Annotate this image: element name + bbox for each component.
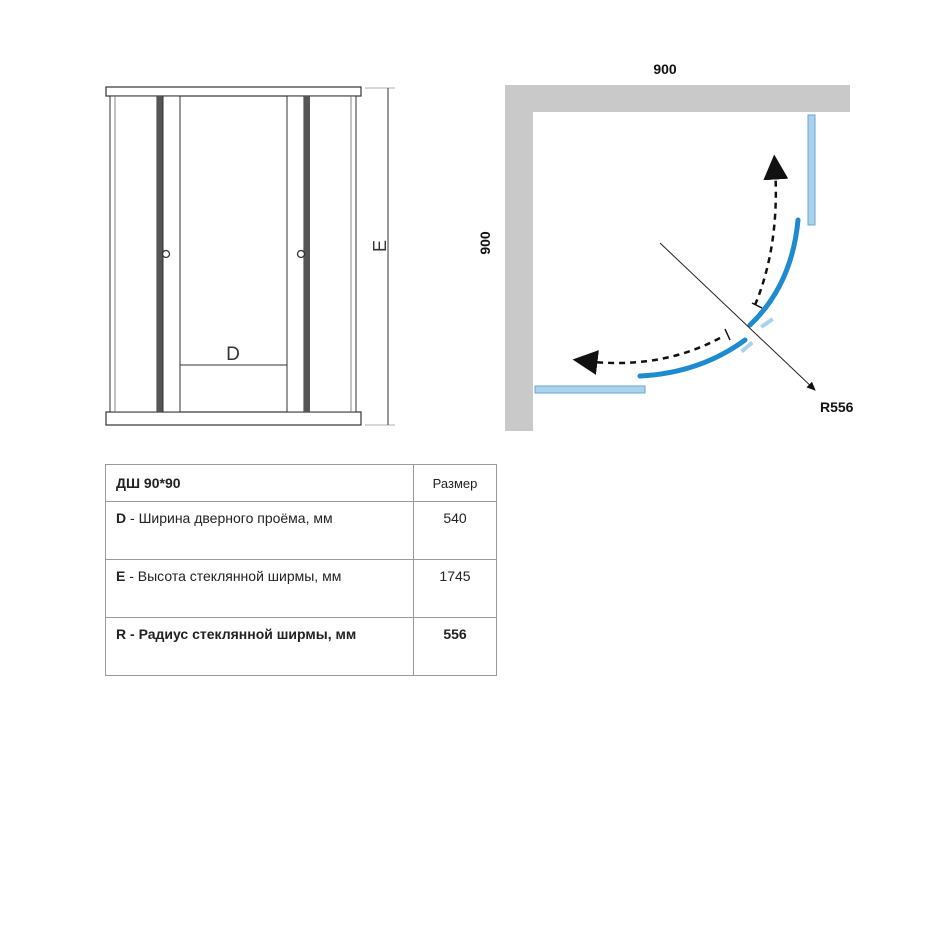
row-value: 556	[414, 618, 497, 676]
left-panel-frame	[110, 96, 157, 412]
row-desc: - Высота стеклянной ширмы, мм	[125, 568, 342, 584]
plan-view-drawing	[470, 55, 880, 445]
front-view-drawing	[95, 80, 405, 440]
wall-left	[505, 85, 533, 431]
label-side-900: 900	[477, 231, 493, 255]
row-letter: R	[116, 626, 127, 642]
open-arrow-upper	[755, 167, 776, 305]
table-title: ДШ 90*90	[106, 465, 414, 502]
row-value: 540	[414, 502, 497, 560]
size-header: Размер	[414, 465, 497, 502]
wall-top	[505, 85, 850, 112]
row-desc: - Радиус стеклянной ширмы, мм	[126, 626, 357, 642]
right-handle-icon	[298, 251, 305, 258]
row-desc: - Ширина дверного проёма, мм	[126, 510, 333, 526]
curved-door-lower	[640, 340, 745, 376]
label-d: D	[226, 344, 240, 365]
left-handle-icon	[163, 251, 170, 258]
table-row	[106, 502, 497, 560]
label-e: E	[370, 239, 390, 253]
open-arrow-lower	[585, 338, 720, 363]
row-value: 1745	[414, 560, 497, 618]
label-radius: R556	[820, 399, 854, 415]
right-panel-frame	[309, 96, 356, 412]
row-letter: E	[116, 568, 126, 584]
bottom-tray	[106, 412, 361, 425]
fixed-panel-bottom	[535, 386, 645, 393]
label-top-900: 900	[653, 61, 677, 77]
spec-table	[105, 464, 497, 676]
fixed-panel-right	[808, 115, 815, 225]
table-row	[106, 618, 497, 676]
table-row	[106, 560, 497, 618]
top-frame	[106, 87, 361, 96]
table-header-row	[106, 465, 497, 502]
row-letter: D	[116, 510, 127, 526]
